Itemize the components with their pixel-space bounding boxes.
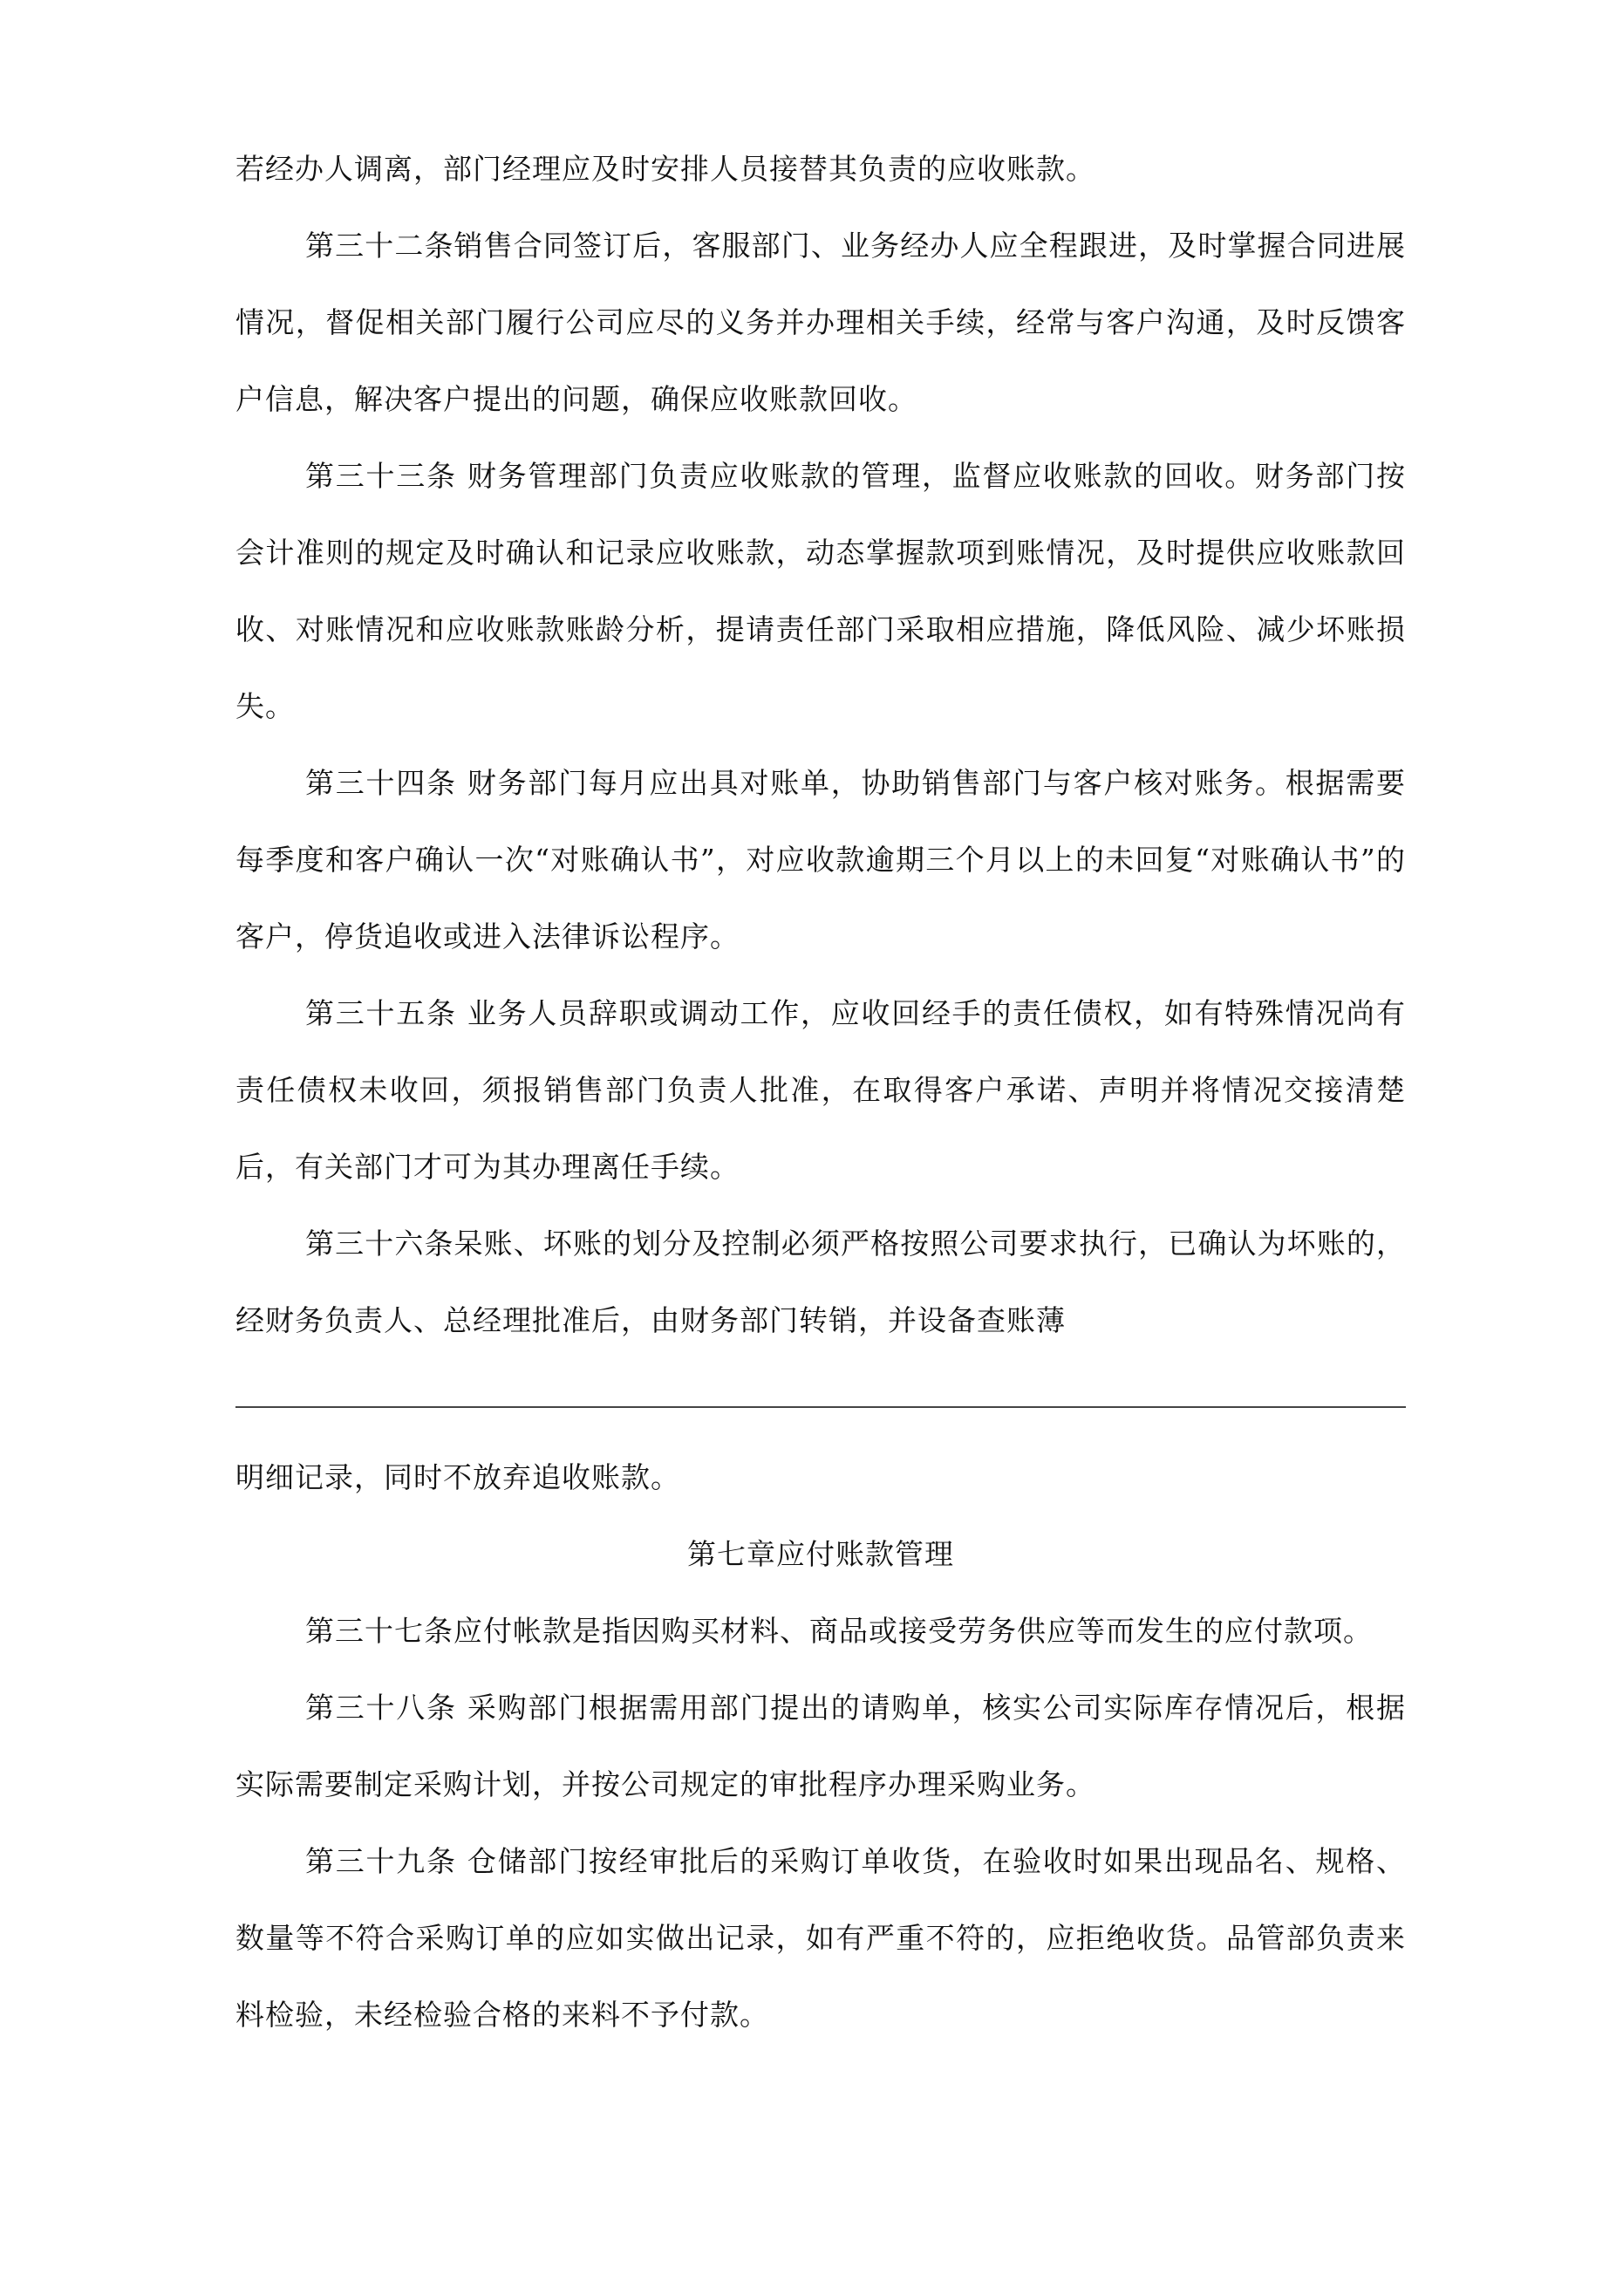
article-34: 第三十四条 财务部门每月应出具对账单，协助销售部门与客户核对账务。根据需要每季度和客户确认一次“对账确认书”，对应收款逾期三个月以上的未回复“对账确认书”的客户，停货追收或进入法律诉讼程序。 xyxy=(235,766,1406,953)
article-37: 第三十七条应付帐款是指因购买材料、商品或接受劳务供应等而发生的应付款项。 xyxy=(305,1614,1373,1648)
chapter-title: 第七章应付账款管理 xyxy=(687,1537,954,1571)
page-divider xyxy=(235,1406,1406,1408)
article-38: 第三十八条 采购部门根据需用部门提出的请购单，核实公司实际库存情况后，根据实际需要制定采购计划，并按公司规定的审批程序办理采购业务。 xyxy=(235,1691,1406,1801)
article-39: 第三十九条 仓储部门按经审批后的采购订单收货，在验收时如果出现品名、规格、数量等不符合采购订单的应如实做出记录，如有严重不符的，应拒绝收货。品管部负责来料检验，未经检验合格的来料不予付款。 xyxy=(235,1844,1406,2032)
continuation-paragraph: 若经办人调离，部门经理应及时安排人员接替其负责的应收账款。 xyxy=(235,152,1095,186)
article-36: 第三十六条呆账、坏账的划分及控制必须严格按照公司要求执行，已确认为坏账的，经财务负责人、总经理批准后，由财务部门转销，并设备查账薄 xyxy=(235,1227,1406,1337)
page2-body xyxy=(235,1439,1406,2053)
page1-body xyxy=(235,131,1406,1359)
article-32: 第三十二条销售合同签订后，客服部门、业务经办人应全程跟进，及时掌握合同进展情况，督促相关部门履行公司应尽的义务并办理相关手续，经常与客户沟通，及时反馈客户信息，解决客户提出的问题，确保应收账款回收。 xyxy=(235,229,1406,416)
article-35: 第三十五条 业务人员辞职或调动工作，应收回经手的责任债权，如有特殊情况尚有责任债权未收回，须报销售部门负责人批准，在取得客户承诺、声明并将情况交接清楚后，有关部门才可为其办理离任手续。 xyxy=(235,996,1406,1184)
continuation-paragraph-2: 明细记录，同时不放弃追收账款。 xyxy=(235,1460,680,1494)
article-33: 第三十三条 财务管理部门负责应收账款的管理，监督应收账款的回收。财务部门按会计准则的规定及时确认和记录应收账款，动态掌握款项到账情况，及时提供应收账款回收、对账情况和应收账款账龄分析，提请责任部门采取相应措施，降低风险、减少坏账损失。 xyxy=(235,459,1406,723)
